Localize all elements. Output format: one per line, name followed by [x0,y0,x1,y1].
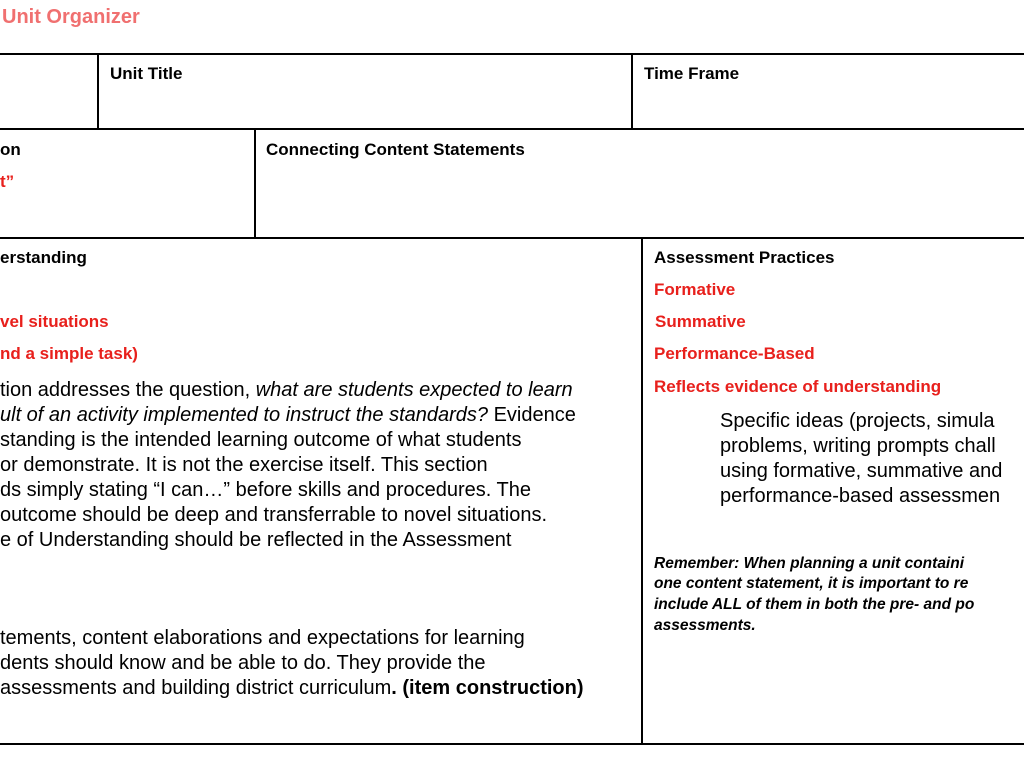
assessment-ideas-line-3: using formative, summative and [720,460,1003,482]
standards-paragraph-line-3-plain: assessments and building district curriculum [0,677,392,699]
standards-paragraph-line-3 [0,677,584,700]
table-border-bottom [0,743,1024,745]
table-border-top [0,53,1024,55]
table-divider-unit-title [97,53,99,130]
connecting-content-label: Connecting Content Statements [266,140,525,159]
understanding-red-line-1: vel situations [0,312,109,331]
remember-note-line-1: Remember: When planning a unit containi [654,555,965,572]
assessment-ideas-line-4: performance-based assessmen [720,485,1001,507]
assessment-item-performance-based: Performance-Based [654,344,815,363]
understanding-paragraph-line-3: standing is the intended learning outcome of what students [0,429,522,451]
assessment-practices-label: Assessment Practices [654,248,835,267]
assessment-item-reflects-evidence: Reflects evidence of understanding [654,377,942,396]
understanding-label: erstanding [0,248,87,267]
remember-note-line-3: include ALL of them in both the pre- and po [654,596,975,613]
standards-paragraph-line-3-bold: . (item construction) [391,677,584,699]
understanding-paragraph-line-1-plain: tion addresses the question, [0,379,256,401]
time-frame-label: Time Frame [644,64,740,83]
remember-note-line-4: assessments. [654,617,756,634]
assessment-ideas-line-2: problems, writing prompts chall [720,435,996,457]
understanding-paragraph-line-2 [0,404,576,427]
standards-paragraph-line-2: dents should know and be able to do. They provide the [0,652,486,674]
understanding-red-line-2: nd a simple task) [0,344,138,363]
understanding-paragraph-line-7: e of Understanding should be reflected in the Assessment [0,529,512,551]
understanding-paragraph-line-1 [0,379,573,402]
understanding-paragraph-line-2-italic: ult of an activity implemented to instruct the standards? [0,404,489,426]
table-divider-connecting [254,128,256,239]
understanding-paragraph-line-2-plain: Evidence [488,404,576,426]
unit-title-label: Unit Title [110,64,183,83]
assessment-ideas-line-1: Specific ideas (projects, simula [720,410,995,432]
understanding-paragraph-line-5: ds simply stating “I can…” before skills and procedures. The [0,479,531,501]
table-border-row2 [0,237,1024,239]
page-title: Unit Organizer [2,6,140,28]
table-divider-time-frame [631,53,633,130]
table-border-row1 [0,128,1024,130]
assessment-item-formative: Formative [654,280,736,299]
standards-paragraph-line-1: tements, content elaborations and expectations for learning [0,627,525,649]
understanding-paragraph-line-6: outcome should be deep and transferrable to novel situations. [0,504,548,526]
row2-left-red-text: t” [0,172,15,191]
assessment-item-summative: Summative [655,312,746,331]
understanding-paragraph-line-4: or demonstrate. It is not the exercise itself. This section [0,454,488,476]
remember-note-line-2: one content statement, it is important to re [654,575,969,592]
row2-left-label: on [0,140,21,159]
understanding-paragraph-line-1-italic: what are students expected to learn [255,379,573,401]
table-divider-assessment [641,237,643,745]
